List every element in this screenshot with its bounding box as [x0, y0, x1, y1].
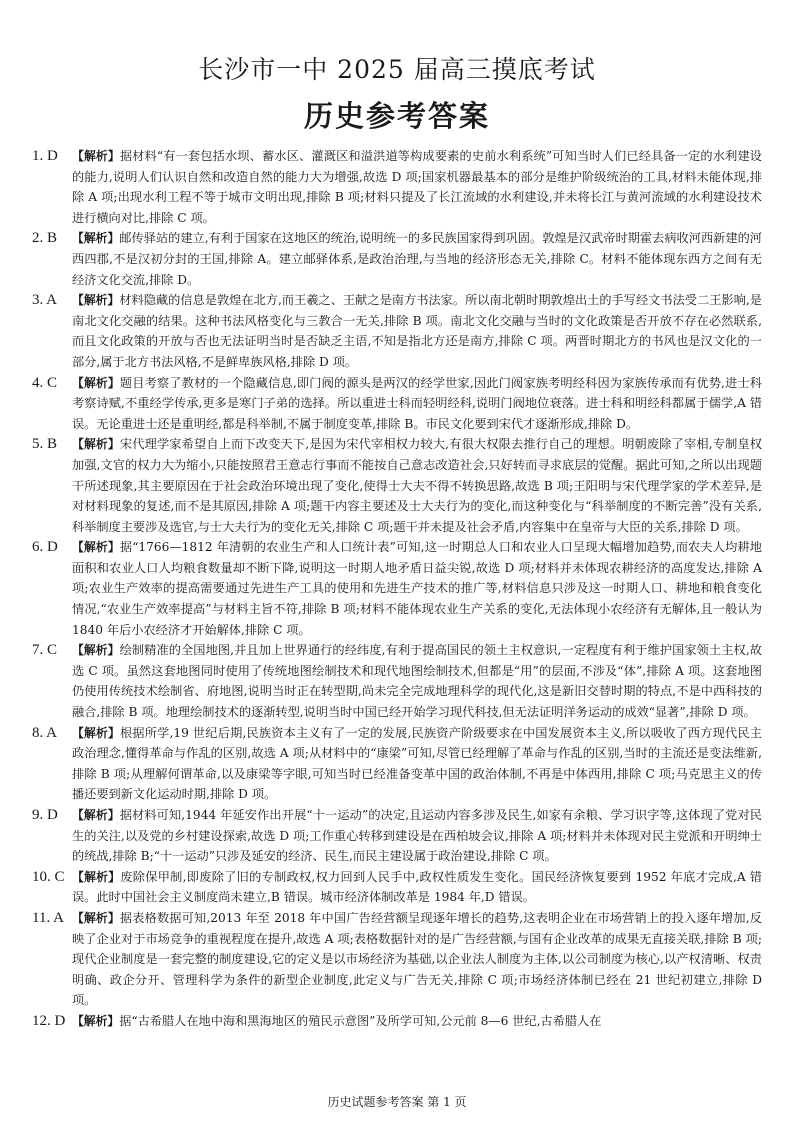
answer-list — [32, 146, 762, 1032]
answer-number: 3. A — [32, 292, 58, 309]
analysis-text: 邮传驿站的建立,有利于国家在这地区的统治,说明统一的多民族国家得到巩固。敦煌是汉武帝时期霍去病收河西新建的河西四郡,不是汉初分封的王国,排除 A。建立邮驿体系,是政治治理,与当地的经济形态无关,排除 C。材料不能体现东西方之间有无经济文化交流,排除 D。 — [72, 231, 762, 287]
analysis-tag: 【解析】 — [72, 725, 120, 740]
answer-number: 11. A — [32, 909, 64, 926]
answer-number: 6. D — [32, 539, 58, 556]
answer-item — [32, 1011, 762, 1032]
analysis-text: 据“1766—1812 年清朝的农业生产和人口统计表”可知,这一时期总人口和农业人口呈现大幅增加趋势,而农夫人均耕地面积和农业人口人均粮食数量却不断下降,说明这一时期人地矛盾日益尖锐,故选 D 项;材料并未体现农耕经济的高度发达,排除 A 项;农业生产效率的提高需要通过先进生产工具的使用和先进生产技术的推广等,材料信息只涉及这一时期人口、耕地和粮食变化情况,“农业生产效率提高”与材料主旨不符,排除 B 项;材料不能体现农业生产关系的变化,无法体现小农经济有无解体,且一般认为 1840 年后小农经济才开始解体,排除 C 项。 — [72, 540, 762, 637]
answer-number: 12. D — [32, 1012, 66, 1029]
analysis-text: 根据所学,19 世纪后期,民族资本主义有了一定的发展,民族资产阶级要求在中国发展资本主义,所以吸收了西方现代民主政治理念,懂得革命与作乱的区别,故选 A 项;从材料中的“康梁”可知,尽管已经理解了革命与作乱的区别,当时的主流还是变法维新,排除 B 项;从理解何谓革命,以及康梁等字眼,可知当时已经准备变革中国的政治体制,不再是中体西用,排除 C 项;马克思主义的传播还要到新文化运动时期,排除 D 项。 — [72, 725, 762, 802]
answer-number: 7. C — [32, 642, 58, 659]
answer-item — [32, 640, 762, 722]
analysis-text: 据表格数据可知,2013 年至 2018 年中国广告经营额呈现逐年增长的趋势,这表明企业在市场营销上的投入逐年增加,反映了企业对于市场竞争的重视程度在提升,故选 A 项;表格数据针对的是广告经营额,与国有企业改革的成果无直接关联,排除 B 项;现代企业制度是一套完整的制度建设,它的定义是以市场经济为基础,以企业法人制度为主体,以公司制度为核心,以产权清晰、权责明确、政企分开、管理科学为条件的新型企业制度,此定义与广告无关,排除 C 项;市场经济体制已经在 21 世纪初建立,排除 D 项。 — [72, 910, 762, 1008]
analysis-tag: 【解析】 — [72, 375, 120, 390]
analysis-text: 宋代理学家希望自上而下改变天下,是因为宋代宰相权力较大,有很大权限去推行自己的理想。明朝废除了宰相,专制皇权加强,文官的权力大为缩小,只能按照君王意志行事而不能按自己意志改造社会,只好转而寻求底层的觉醒。据此可知,之所以出现题干所述现象,其主要原因在于社会政治环境出现了变化,使得士大夫不得不转换思路,故选 B 项;王阳明与宋代理学家的学术差异,是对材料现象的复述,而不是其原因,排除 A 项;题干内容主要述及士大夫行为的变化,而这种变化与“科举制度的不断完善”没有关系,科举制度主要涉及选官,与士大夫行为的变化无关,排除 C 项;题干并未提及社会矛盾,内容集中在皇帝与大臣的关系,排除 D 项。 — [72, 437, 762, 534]
analysis-tag: 【解析】 — [72, 869, 121, 884]
analysis-tag: 【解析】 — [72, 910, 120, 925]
page-footer: 历史试题参考答案 第 1 页 — [327, 1095, 467, 1109]
answer-item — [32, 908, 762, 1011]
answer-item — [32, 867, 762, 908]
analysis-tag: 【解析】 — [72, 149, 120, 163]
analysis-text: 据材料“有一套包括水坝、蓄水区、灌溉区和溢洪道等构成要素的史前水利系统”可知当时人们已经具备一定的水利建设的能力,说明人们认识自然和改造自然的能力大为增强,故选 D 项;国家机器最基本的部分是维护阶级统治的工具,材料未能体现,排除 A 项;出现水利工程不等于城市文明出现,排除 B 项;材料只提及了长江流域的水利建设,并未将长江与黄河流域的水利建设技术进行横向对比,排除 C 项。 — [72, 149, 762, 225]
answer-item — [32, 373, 762, 435]
analysis-tag: 【解析】 — [72, 643, 120, 658]
analysis-text: 据“古希腊人在地中海和黑海地区的殖民示意图”及所学可知,公元前 8—6 世纪,古希腊人在 — [119, 1013, 602, 1028]
document-title: 历史参考答案 — [303, 99, 490, 133]
analysis-tag: 【解析】 — [72, 1013, 120, 1028]
analysis-text: 废除保甲制,即废除了旧的专制政权,权力回到人民手中,政权性质发生变化。国民经济恢复要到 1952 年底才完成,A 错误。此时中国社会主义制度尚未建立,B 错误。城市经济体制改革是 1984 年,D 错误。 — [72, 869, 762, 905]
analysis-text: 材料隐藏的信息是敦煌在北方,而王羲之、王献之是南方书法家。所以南北朝时期敦煌出土的手写经文书法受二王影响,是南北文化交融的结果。这种书法风格变化与三教合一无关,排除 B 项。南北文化交融与当时的文化政策是否开放不存在必然联系,而且文化政策的开放与否也无法证明当时是否缺乏主语,不知是指北方还是南方,排除 C 项。两晋时期北方的书风也是汉文化的一部分,属于北方书法风格,不是鲜卑族风格,排除 D 项。 — [72, 293, 762, 369]
analysis-tag: 【解析】 — [72, 540, 120, 555]
answer-item — [32, 805, 762, 867]
answer-number: 2. B — [32, 230, 58, 247]
answer-item — [32, 723, 762, 805]
analysis-tag: 【解析】 — [72, 231, 120, 246]
answer-item — [32, 537, 762, 640]
answer-number: 8. A — [32, 724, 58, 741]
analysis-text: 绘制精准的全国地图,并且加上世界通行的经纬度,有利于提高国民的领土主权意识,一定程度有利于维护国家领土主权,故选 C 项。虽然这套地图同时使用了传统地图绘制技术和现代地图绘制技术,但都是“用”的层面,不涉及“体”,排除 A 项。这套地图仍使用传统技术绘制省、府地图,说明当时正在转型期,尚未完全完成地理科学的现代化,这是新旧交替时期的特点,不是中西科技的融合,排除 B 项。地理绘制技术的逐渐转型,说明当时中国已经开始学习现代科技,但无法证明洋务运动的成效“显著”,排除 D 项。 — [72, 643, 762, 720]
answer-item — [32, 228, 762, 290]
analysis-text: 据材料可知,1944 年延安作出开展“十一运动”的决定,且运动内容多涉及民生,如家有余粮、学习识字等,这体现了党对民生的关注,以及党的乡村建设探索,故选 D 项;工作重心转移到建设是在西柏坡会议,排除 A 项;材料并未体现对民主党派和开明绅士的统战,排除 B;“十一运动”只涉及延安的经济、民生,而民主建设属于政治建设,排除 C 项。 — [72, 808, 762, 864]
answer-number: 9. D — [32, 807, 58, 823]
analysis-tag: 【解析】 — [72, 293, 120, 308]
answer-item — [32, 146, 762, 228]
answer-number: 1. D — [32, 148, 58, 164]
analysis-tag: 【解析】 — [72, 437, 120, 452]
exam-title: 长沙市一中 2025 届高三摸底考试 — [198, 55, 596, 84]
answer-item — [32, 290, 762, 372]
answer-number: 10. C — [32, 868, 65, 885]
analysis-tag: 【解析】 — [72, 808, 120, 822]
analysis-text: 题目考察了教材的一个隐藏信息,即门阀的源头是两汉的经学世家,因此门阀家族考明经科因为家族传承而有优势,进士科考察诗赋,不重经学传承,更多是寒门子弟的选择。所以重进士科而轻明经科,说明门阀地位衰落。进士科和明经科都属于儒学,A 错误。无论重进士还是重明经,都是科举制,不属于制度变革,排除 B。市民文化要到宋代才逐渐形成,排除 D。 — [72, 375, 762, 431]
answer-number: 5. B — [32, 436, 58, 453]
answer-item — [32, 434, 762, 537]
answer-number: 4. C — [32, 374, 58, 391]
